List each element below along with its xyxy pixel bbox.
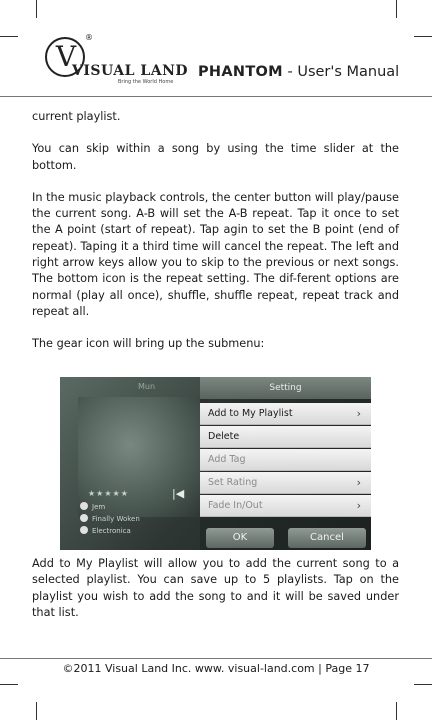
album-art	[78, 397, 208, 517]
page-body-lower	[32, 556, 399, 637]
page-body	[32, 109, 399, 369]
genre-name: Electronica	[92, 527, 131, 535]
paragraph: current playlist.	[32, 110, 121, 123]
crop-mark	[0, 684, 18, 685]
menu-item-delete[interactable]	[200, 426, 371, 448]
paragraph: In the music playback controls, the center button will play/pause the current song. A-B will set the A-B repeat. Tap it once to set the A point (start of repeat). Tap agin to set the B point (end of repeat). Taping it a third time will cancel the repeat. The left and right arrow keys allow you to skip to the previous or next songs. The bottom icon is the repeat setting. The dif-ferent options are normal (play all once), shuffle, shuffle repeat, repeat track and repeat all.	[32, 190, 399, 318]
menu-item-label: Fade In/Out	[208, 500, 263, 511]
artist-name: Jem	[92, 503, 106, 511]
paragraph: The gear icon will bring up the submenu:	[32, 337, 265, 351]
logo-brand-name: VISUAL LAND	[72, 63, 189, 79]
crop-mark	[396, 0, 397, 18]
page-header	[0, 30, 432, 102]
menu-item-fade[interactable]	[200, 495, 371, 517]
crop-mark	[36, 0, 37, 18]
menu-item-add-tag[interactable]	[200, 449, 371, 471]
cancel-button[interactable]: Cancel	[288, 528, 366, 548]
footer-rule	[0, 658, 432, 659]
album-name: Finally Woken	[92, 515, 140, 523]
chevron-right-icon: ›	[356, 499, 361, 512]
paragraph: You can skip within a song by using the time slider at the bottom.	[32, 142, 399, 172]
logo-letter: V	[55, 40, 77, 73]
paragraph: Add to My Playlist will allow you to add the current song to a selected playlist. You can save up to 5 playlists. Tap on the playlist you wish to add the song to and it will be saved under that list.	[32, 557, 399, 619]
header-rule	[0, 96, 432, 97]
album-art-label: Mun	[138, 382, 156, 391]
page-title	[198, 64, 399, 80]
menu-item-set-rating[interactable]	[200, 472, 371, 494]
title-suffix: - User's Manual	[282, 64, 400, 80]
disc-icon	[80, 514, 88, 522]
genre-meta	[80, 526, 131, 535]
title-product: PHANTOM	[198, 64, 283, 80]
previous-track-icon: |◀	[172, 487, 185, 500]
artist-meta	[80, 502, 105, 511]
music-note-icon	[80, 526, 88, 534]
menu-item-label: Add Tag	[208, 454, 246, 465]
album-meta	[80, 514, 140, 523]
page-footer: ©2011 Visual Land Inc. www. visual-land.com | Page 17	[62, 662, 370, 675]
menu-item-label: Add to My Playlist	[208, 408, 293, 419]
ok-button[interactable]: OK	[206, 528, 274, 548]
crop-mark	[414, 684, 432, 685]
crop-mark	[36, 702, 37, 720]
logo-tagline: Bring the World Home	[118, 79, 174, 85]
menu-item-label: Delete	[208, 431, 240, 442]
rating-stars: ★★★★★	[88, 489, 129, 498]
logo-registered-mark: ®	[85, 33, 93, 42]
menu-item-add-to-playlist[interactable]	[200, 403, 371, 425]
submenu-screenshot	[60, 377, 371, 550]
settings-menu-title: Setting	[200, 377, 371, 399]
crop-mark	[396, 702, 397, 720]
person-icon	[80, 502, 88, 510]
settings-menu	[200, 377, 371, 550]
menu-item-label: Set Rating	[208, 477, 258, 488]
chevron-right-icon: ›	[356, 407, 361, 420]
chevron-right-icon: ›	[356, 476, 361, 489]
